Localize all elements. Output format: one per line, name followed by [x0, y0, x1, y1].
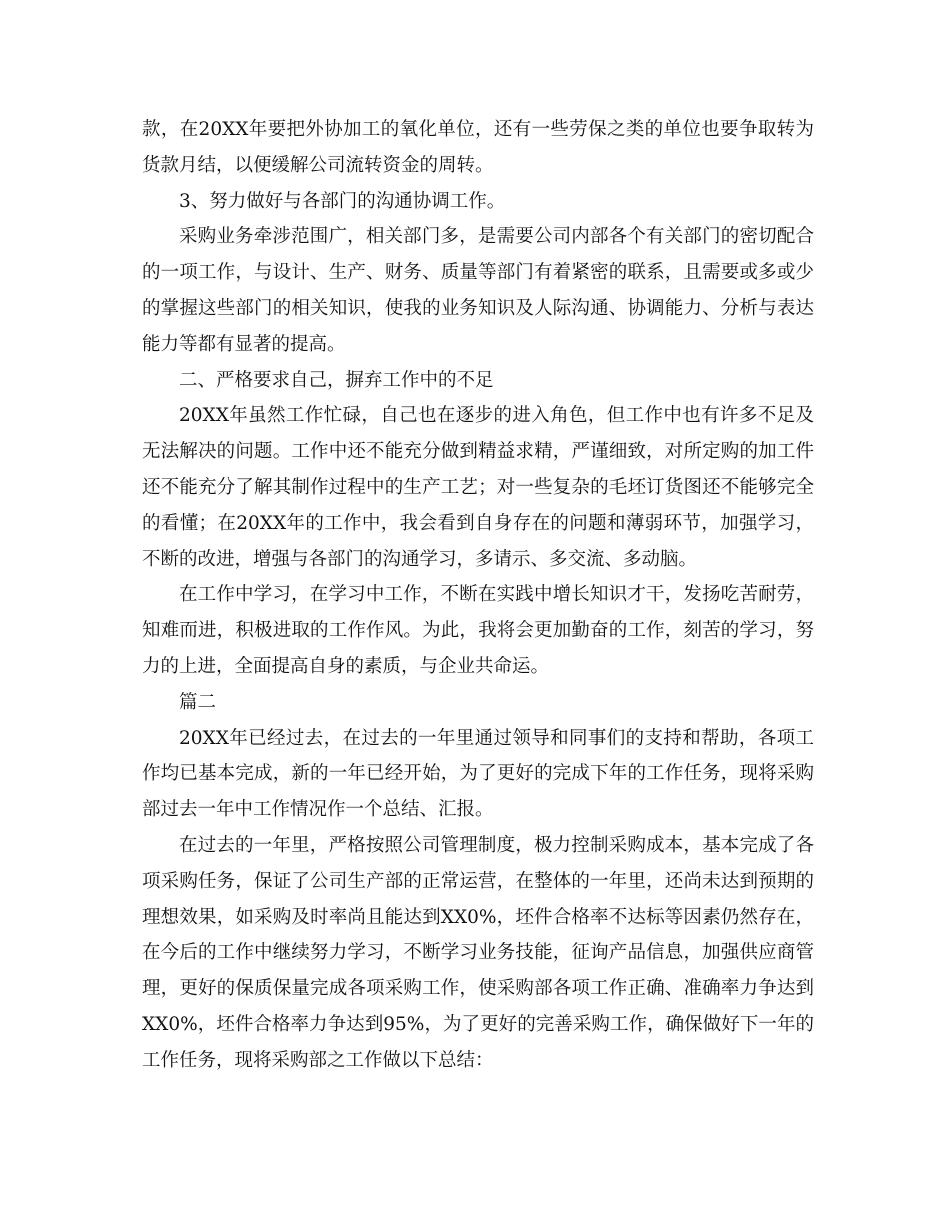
paragraph-continuation: 款，在20XX年要把外协加工的氧化单位，还有一些劳保之类的单位也要争取转为货款月结，以便缓解公司流转资金的周转。: [142, 119, 814, 176]
section-heading-part-two: 篇二: [179, 691, 217, 713]
paragraph-procurement-summary: 在过去的一年里，严格按照公司管理制度，极力控制采购成本，基本完成了各项采购任务，保证了公司生产部的正常运营，在整体的一年里，还尚未达到预期的理想效果，如采购及时率尚且能达到XX0%，坯件合格率不达标等因素仍然存在，在今后的工作中继续努力学习，不断学习业务技能，征询产品信息，加强供应商管理，更好的保质保量完成各项采购工作，使采购部各项工作正确、准确率力争达到XX0%，坯件合格率力争达到95%，为了更好的完善采购工作，确保做好下一年的工作任务，现将采购部之工作做以下总结：: [142, 834, 814, 1071]
section-heading-shortcomings: 二、严格要求自己，摒弃工作中的不足: [179, 369, 494, 391]
paragraph-year-review: 20XX年已经过去，在过去的一年里通过领导和同事们的支持和帮助，各项工作均已基本完成，新的一年已经开始，为了更好的完成下年的工作任务，现将采购部过去一年中工作情况作一个总结、汇报。: [142, 727, 814, 821]
paragraph-heading-communication: 3、努力做好与各部门的沟通协调工作。: [179, 190, 506, 212]
paragraph-shortcomings: 20XX年虽然工作忙碌，自己也在逐步的进入角色，但工作中也有许多不足及无法解决的问题。工作中还不能充分做到精益求精，严谨细致，对所定购的加工件还不能充分了解其制作过程中的生产工艺；对一些复杂的毛坯订货图还不能够完全的看懂；在20XX年的工作中，我会看到自身存在的问题和薄弱环节，加强学习，不断的改进，增强与各部门的沟通学习，多请示、多交流、多动脑。: [142, 405, 814, 570]
paragraph-purchasing-scope: 采购业务牵涉范围广，相关部门多，是需要公司内部各个有关部门的密切配合的一项工作，与设计、生产、财务、质量等部门有着紧密的联系，且需要或多或少的掌握这些部门的相关知识，使我的业务知识及人际沟通、协调能力、分析与表达能力等都有显著的提高。: [142, 226, 814, 355]
paragraph-learning: 在工作中学习，在学习中工作，不断在实践中增长知识才干，发扬吃苦耐劳，知难而进，积极进取的工作作风。为此，我将会更加勤奋的工作，刻苦的学习，努力的上进，全面提高自身的素质，与企业共命运。: [142, 584, 814, 677]
document-body: [142, 112, 814, 1079]
